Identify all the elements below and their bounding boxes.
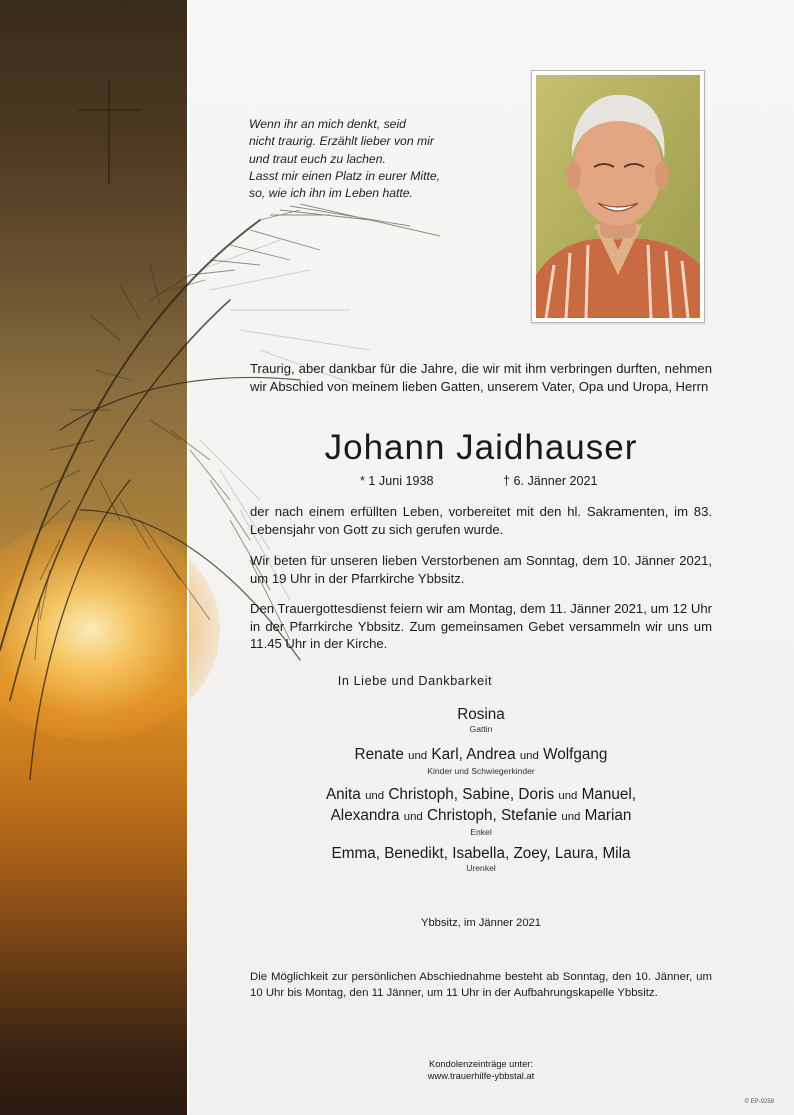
poem-line: und traut euch zu lachen. (249, 151, 386, 166)
grandchildren-role: Enkel (470, 827, 492, 837)
widow-name: Rosina (457, 706, 505, 723)
grandchild-name: Christoph, Stefanie (427, 807, 558, 824)
grandchild-name: Manuel, (581, 786, 637, 803)
great-grandchildren-names: Emma, Benedikt, Isabella, Zoey, Laura, Mila (331, 845, 631, 862)
grandchildren-line-2 (250, 806, 712, 827)
grandchild-name: Anita (325, 786, 361, 803)
closing-phrase: In Liebe und Dankbarkeit (337, 674, 493, 688)
portrait-frame (531, 70, 705, 323)
intro-text: Traurig, aber dankbar für die Jahre, die wir mit ihm verbringen durften, nehmen wir Abschied von meinem lieben Gatten, unserem Vater, Opa und Uropa, Herrn (250, 361, 712, 394)
memorial-poem (249, 116, 440, 202)
latin-cross-icon (78, 80, 140, 184)
place-date: Ybbsitz, im Jänner 2021 (420, 917, 542, 929)
child-name: Karl, Andrea (431, 746, 516, 763)
poem-line: Wenn ihr an mich denkt, seid (249, 117, 406, 131)
and-word: und (561, 811, 581, 823)
and-word: und (365, 790, 385, 802)
print-code: © EP-9258 (744, 1099, 774, 1105)
family-great-grandchildren (250, 844, 712, 874)
and-word: und (558, 790, 578, 802)
death-notice-paragraph: der nach einem erfüllten Leben, vorbereitet mit den hl. Sakramenten, im 83. Lebensjahr von Gott zu sich gerufen wurde. (250, 504, 712, 537)
and-word: und (403, 811, 423, 823)
grandchildren-line-1 (250, 785, 712, 806)
poem-line: so, wie ich ihn im Leben hatte. (249, 186, 413, 201)
child-name: Wolfgang (543, 746, 608, 763)
widow-role: Gattin (469, 724, 493, 734)
condolence-link[interactable]: www.trauerhilfe-ybbstal.at (427, 1071, 535, 1081)
poem-line: nicht traurig. Erzählt lieber von mir (249, 134, 434, 149)
family-grandchildren (250, 785, 712, 838)
deceased-name: Johann Jaidhauser (324, 428, 638, 467)
grandchild-name: Alexandra (330, 807, 400, 824)
children-role: Kinder und Schwiegerkinder (427, 766, 535, 776)
prayer-paragraph: Wir beten für unseren lieben Verstorbenen am Sonntag, dem 10. Jänner 2021, um 19 Uhr in der Pfarrkirche Ybbsitz. (250, 553, 712, 586)
portrait-photo (536, 75, 700, 318)
and-word: und (519, 750, 539, 762)
grandchild-name: Marian (584, 807, 632, 824)
children-names (250, 745, 712, 766)
condolence-label: Kondolenzeinträge unter: (429, 1059, 533, 1069)
poem-line: Lasst mir einen Platz in eurer Mitte, (249, 168, 441, 183)
family-children (250, 745, 712, 777)
farewell-note: Die Möglichkeit zur persönlichen Abschiednahme besteht ab Sonntag, den 10. Jänner, um 10 Uhr bis Montag, den 11 Jänner, um 11 Uhr in der Aufbahrungskapelle Ybbsitz. (250, 971, 712, 999)
child-name: Renate (354, 746, 404, 763)
funeral-service-paragraph: Den Trauergottesdienst feiern wir am Montag, dem 11. Jänner 2021, um 12 Uhr in der Pfarrkirche Ybbsitz. Zum gemeinsamen Gebet versammeln wir uns um 11.45 Uhr in der Kirche. (250, 601, 712, 651)
family-widow (250, 705, 712, 735)
death-date: † 6. Jänner 2021 (503, 474, 598, 488)
and-word: und (408, 750, 428, 762)
birth-date: * 1 Juni 1938 (360, 474, 434, 488)
great-grandchildren-role: Urenkel (466, 863, 496, 873)
grandchild-name: Christoph, Sabine, Doris (388, 786, 555, 803)
